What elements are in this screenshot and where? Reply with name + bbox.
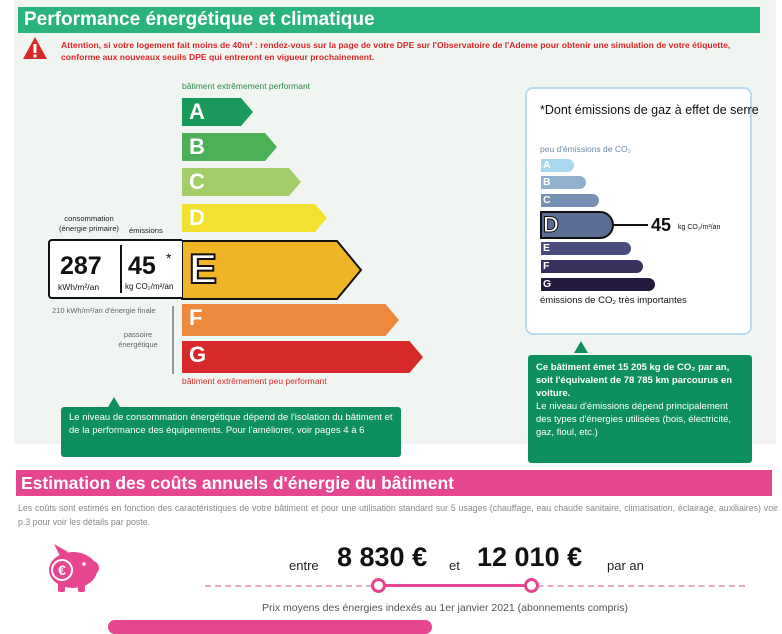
dpe-class-letter: C (189, 169, 205, 194)
passoire-label: passoire énergétique (118, 330, 158, 349)
dpe-class-letter: D (189, 205, 205, 230)
dpe-class-letter: E (189, 245, 218, 292)
ges-value: 45 (651, 215, 672, 235)
ges-class-b (540, 175, 591, 190)
emissions-info-bold: Ce bâtiment émet 15 205 kg de CO₂ par an, soit l'équivalent de 78 785 km parcourus en voiture. (536, 362, 733, 399)
dpe-top-label: bâtiment extrêmement performant (182, 81, 311, 91)
info-callout-pointer (108, 397, 120, 407)
warning-icon (22, 36, 48, 60)
info-callout-pointer (574, 341, 588, 353)
cost-range-line (378, 584, 532, 587)
cost-between-label: entre (289, 558, 319, 573)
dpe-class-letter: B (189, 134, 205, 159)
ges-pointer-line (614, 224, 648, 226)
emissions-info-text: Le niveau d'émissions dépend principalement des types d'énergies utilisées (bois, électricité, gaz, fioul, etc.) (536, 401, 732, 438)
dpe-bottom-label: bâtiment extrêmement peu performant (182, 376, 327, 386)
ges-top-label: peu d'émissions de CO₂ (540, 144, 631, 154)
consumption-header: consommation (énergie primaire) (59, 214, 119, 233)
passoire-bracket (172, 306, 174, 374)
prices-note: Prix moyens des énergies indexés au 1er janvier 2021 (abonnements compris) (262, 602, 628, 614)
consumption-value: 287 (60, 252, 102, 280)
emissions-header: émissions (129, 226, 163, 235)
dpe-class-g (181, 340, 427, 374)
ges-bottom-label: émissions de CO₂ très importantes (540, 295, 687, 306)
cost-max-value: 12 010 € (477, 542, 583, 572)
piggy-bank-icon (40, 538, 102, 594)
emissions-info-callout (528, 355, 752, 463)
consumption-info-callout: Le niveau de consommation énergétique dépend de l'isolation du bâtiment et de la performance des équipements. Pour l'améliorer, voir pages 4 à 6 (61, 407, 401, 457)
emissions-unit: kg CO₂/m²/an (125, 282, 174, 291)
ges-class-e (540, 241, 636, 256)
ges-class-d (540, 211, 618, 239)
cost-min-value: 8 830 € (337, 542, 428, 572)
dpe-class-f (181, 303, 403, 337)
warning-text: Attention, si votre logement fait moins de 40m² : rendez-vous sur la page de votre DPE sur l'Observatoire de l'Ademe pour obtenir une simulation de votre étiquette, conforme aux nouveaux seuils DPE qui entreront en vigueur prochainement. (61, 40, 731, 62)
ges-class-letter: B (543, 176, 551, 188)
ges-class-letter: G (543, 278, 552, 290)
ges-title: *Dont émissions de gaz à effet de serre (540, 103, 759, 117)
ges-unit: kg CO₂/m²/an (678, 224, 721, 231)
value-divider (120, 245, 122, 293)
cost-range-min-marker (371, 578, 386, 593)
ges-class-a (540, 158, 579, 173)
cost-and-label: et (449, 558, 460, 573)
ges-class-letter: D (543, 212, 559, 237)
dpe-class-b (181, 132, 281, 162)
final-energy-note: 210 kWh/m²/an d'énergie finale (52, 306, 156, 315)
ges-class-letter: C (543, 194, 551, 206)
dpe-class-letter: F (189, 305, 203, 330)
emissions-asterisk: * (166, 250, 172, 266)
costs-description: Les coûts sont estimés en fonction des caractéristiques de votre bâtiment et pour une utilisation standard sur 5 usages (chauffage, eau chaude sanitaire, climatisation, éclairage, auxiliaires) voir p.3 pour voir les détails par poste. (18, 503, 778, 527)
dpe-class-d (181, 203, 331, 233)
cost-range-max-marker (524, 578, 539, 593)
ges-class-g (540, 277, 660, 292)
next-section-header (108, 620, 432, 634)
consumption-unit: kWh/m²/an (58, 282, 100, 292)
ges-class-f (540, 259, 648, 274)
section-title-performance: Performance énergétique et climatique (18, 7, 760, 33)
ges-class-letter: A (543, 159, 551, 171)
dpe-class-a (181, 97, 257, 127)
euro-symbol: € (58, 562, 66, 578)
cost-per-year-label: par an (607, 558, 644, 573)
dpe-class-c (181, 167, 305, 197)
ges-class-c (540, 193, 604, 208)
dpe-class-letter: G (189, 342, 207, 367)
ges-class-letter: E (543, 242, 551, 254)
dpe-class-e (181, 240, 365, 300)
emissions-value: 45 (128, 252, 156, 280)
section-title-costs: Estimation des coûts annuels d'énergie du bâtiment (16, 470, 772, 496)
dpe-class-letter: A (189, 99, 205, 124)
ges-class-letter: F (543, 260, 550, 272)
